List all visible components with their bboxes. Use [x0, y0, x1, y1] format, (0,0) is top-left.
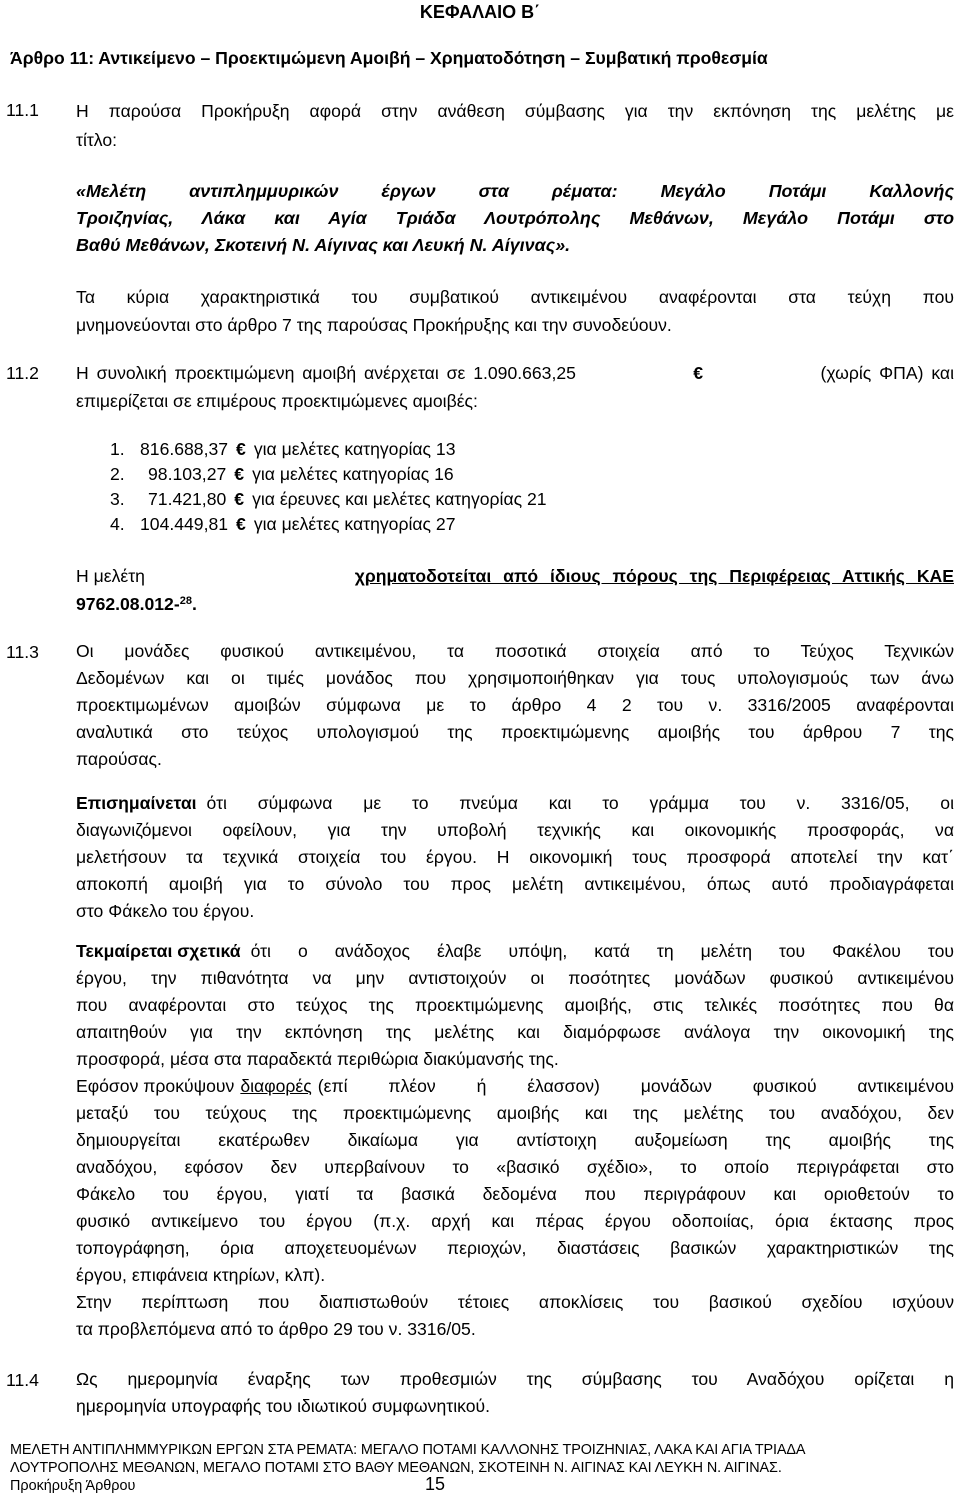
fee-item-number: 4. — [110, 514, 125, 534]
paragraph-text: ότι σύμφωνα με το πνεύμα και το γράμμα του ν. 3316/05, οι — [206, 793, 954, 813]
fee-item-number: 2. — [110, 464, 125, 484]
paragraph-line — [76, 1073, 954, 1100]
paragraph-line: στο Φάκελο του έργου. — [76, 901, 255, 921]
fee-description: για μελέτες κατηγορίας 27 — [253, 514, 456, 534]
paragraph-text: ότι ο ανάδοχος έλαβε υπόψη, κατά τη μελέτη του Φακέλου του — [250, 941, 954, 961]
total-fee-paragraph — [76, 360, 954, 415]
funding-end: . — [191, 593, 197, 614]
section-11-3-p1 — [76, 638, 954, 773]
intro-line: Η παρούσα Προκήρυξη αφορά στην ανάθεση σύμβασης για την εκπόνηση της μελέτης με — [76, 101, 954, 121]
underlined-word: διαφορές — [240, 1076, 312, 1096]
section-number-11-1: 11.1 — [6, 100, 39, 120]
paragraph-line: ημερομηνία υπογραφής του ιδιωτικού συμφωνητικού. — [76, 1396, 490, 1416]
funding-source: χρηματοδοτείται από ίδιους πόρους της Περιφέρειας Αττικής ΚΑΕ — [354, 566, 954, 586]
euro-symbol: € — [693, 363, 704, 383]
footnote-ref: 28 — [179, 594, 192, 607]
paragraph-line: Φάκελο του έργου, γιατί τα βασικά δεδομένα που περιγράφουν και οριοθετούν το — [76, 1184, 954, 1204]
section-11-3-p2 — [76, 790, 954, 925]
vat-note: (χωρίς ΦΠΑ) και — [820, 363, 954, 383]
paragraph-line: δημιουργείται εκατέρωθεν δικαίωμα για αντίστοιχη αυξομείωση της αμοιβής της — [76, 1130, 954, 1150]
paragraph-line: Οι μονάδες φυσικού αντικειμένου, τα ποσοτικά στοιχεία από το Τεύχος Τεχνικών — [76, 641, 954, 661]
euro-symbol: € — [236, 439, 246, 459]
page-number: 15 — [425, 1474, 446, 1494]
paragraph-line: Δεδομένων και οι τιμές μονάδος που χρησιμοποιήθηκαν για τους υπολογισμούς των άνω — [76, 668, 954, 688]
euro-symbol: € — [236, 514, 246, 534]
fee-amount: 816.688,37 — [140, 439, 229, 459]
footer-doc-label: Προκήρυξη Άρθρου — [10, 1478, 136, 1494]
fee-amount: 104.449,81 — [140, 514, 229, 534]
footer-line: ΛΟΥΤΡΟΠΟΛΗΣ ΜΕΘΑΝΩΝ, ΜΕΓΑΛΟ ΠΟΤΑΜΙ ΣΤΟ ΒΑΘΥ ΜΕΘΑΝΩΝ, ΣΚΟΤΕΙΝΗ Ν. ΑΙΓΙΝΑΣ ΚΑΙ ΛΕΥΚΗ Ν. ΑΙΓΙΝΑΣ. — [10, 1460, 782, 1476]
total-fee-line — [76, 360, 954, 388]
paragraph-line: μεταξύ του τεύχους της προεκτιμώμενης αμοιβής και της μελέτης του αναδόχου, δεν — [76, 1103, 954, 1123]
funding-paragraph — [76, 563, 954, 618]
paragraph-line: αναλυτικά στο τεύχος υπολογισμού της προεκτιμώμενης αμοιβής του άρθρου 7 της — [76, 722, 954, 742]
emphasis-word: Επισημαίνεται — [76, 793, 197, 813]
paragraph-line: που αναφέρονται στο τεύχος της προεκτιμώμενης αμοιβής, στις τελικές ποσότητες που θα — [76, 995, 954, 1015]
paragraph-line: διαγωνιζόμενοι οφείλουν, για την υποβολή τεχνικής και οικονομικής προσφοράς, να — [76, 820, 954, 840]
paragraph-line: τα προβλεπόμενα από το άρθρο 29 του ν. 3316/05. — [76, 1319, 476, 1339]
footer-page-line — [10, 1474, 950, 1497]
article-title: Άρθρο 11: Αντικείμενο – Προεκτιμώμενη Αμοιβή – Χρηματοδότηση – Συμβατική προθεσμία — [10, 48, 768, 68]
euro-symbol: € — [234, 489, 245, 509]
paragraph-line: αναδόχου, εφόσον δεν υπερβαίνουν το «βασικό σχέδιο», το οποίο περιγράφεται στο — [76, 1157, 954, 1177]
euro-symbol: € — [234, 464, 245, 484]
paragraph-line: Στην περίπτωση που διαπιστωθούν τέτοιες αποκλίσεις του βασικού σχεδίου ισχύουν — [76, 1292, 954, 1312]
emphasis-phrase: Τεκμαίρεται σχετικά — [76, 941, 241, 961]
section-number-11-3: 11.3 — [6, 642, 39, 662]
paragraph-line: φυσικό αντικείμενο του έργου (π.χ. αρχή και πέρας έργου οδοποιίας, όρια έκτασης προς — [76, 1211, 954, 1231]
fee-description: για μελέτες κατηγορίας 13 — [253, 439, 456, 459]
page-footer — [10, 1441, 950, 1497]
paragraph-line: προσφορά, μέσα στα παραδεκτά περιθώρια διακύμανσής της. — [76, 1049, 559, 1069]
paragraph-line: αποκοπή αμοιβή για το σύνολο του προς μελέτη αντικειμένου, όπως αυτό προδιαγράφεται — [76, 874, 954, 894]
paragraph-line: προεκτιμωμένων αμοιβών σύμφωνα με το άρθρο 4 2 του ν. 3316/2005 αναφέρονται — [76, 695, 954, 715]
section-number-11-2: 11.2 — [6, 363, 39, 383]
total-fee-text: Η συνολική προεκτιμώμενη αμοιβή ανέρχεται σε 1.090.663,25 — [76, 363, 576, 383]
study-title-line: Βαθύ Μεθάνων, Σκοτεινή Ν. Αίγινας και Λευκή Ν. Αίγινας». — [76, 235, 571, 255]
section-number-11-4: 11.4 — [6, 1370, 39, 1390]
fee-item-number: 3. — [110, 489, 125, 509]
chapter-title: ΚΕΦΑΛΑΙΟ Β΄ — [419, 2, 541, 22]
fee-item — [110, 487, 547, 512]
funding-intro: Η μελέτη — [76, 566, 145, 586]
paragraph-line: επιμερίζεται σε επιμέρους προεκτιμώμενες αμοιβές: — [76, 390, 478, 411]
section-11-3-p5 — [76, 1289, 954, 1343]
paragraph-line: απαιτηθούν για την εκπόνηση της μελέτης και διαμόρφωσε ανάλογα την οικονομική της — [76, 1022, 954, 1042]
paragraph-line: Ως ημερομηνία έναρξης των προθεσμιών της σύμβασης του Αναδόχου ορίζεται η — [76, 1369, 954, 1389]
fee-amount: 71.421,80 — [148, 489, 227, 509]
funding-code: 9762.08.012- — [76, 593, 180, 614]
paragraph-line — [76, 790, 954, 817]
features-paragraph — [76, 284, 954, 339]
paragraph-line: μνημονεύονται στο άρθρο 7 της παρούσας Προκήρυξης και την συνοδεύουν. — [76, 314, 672, 335]
fee-list — [110, 437, 547, 537]
funding-code-line — [76, 591, 954, 619]
fee-description: για μελέτες κατηγορίας 16 — [252, 464, 454, 484]
paragraph-line: έργου, επιφάνεια κτηρίων, κλπ). — [76, 1265, 326, 1285]
intro-line-2: τίτλο: — [76, 130, 118, 150]
fee-item — [110, 437, 547, 462]
paragraph-line: έργου, την πιθανότητα να μην αντιστοιχούν οι ποσότητες μονάδων φυσικού αντικειμένου — [76, 968, 954, 988]
funding-line — [76, 563, 954, 591]
fee-amount: 98.103,27 — [148, 464, 227, 484]
paragraph-text: Εφόσον προκύψουν — [76, 1076, 235, 1096]
fee-item-number: 1. — [110, 439, 125, 459]
paragraph-text: (επί πλέον ή έλασσον) μονάδων φυσικού αντικειμένου — [317, 1076, 954, 1096]
study-title — [76, 178, 954, 259]
paragraph-line: τοπογράφηση, όρια αποχετευομένων περιοχών, διαστάσεις βασικών χαρακτηριστικών της — [76, 1238, 954, 1258]
study-title-line: «Μελέτη αντιπλημμυρικών έργων στα ρέματα: Μεγάλο Ποτάμι Καλλονής — [76, 181, 954, 201]
fee-item — [110, 462, 547, 487]
paragraph-line — [76, 938, 954, 965]
study-title-line: Τροιζηνίας, Λάκα και Αγία Τριάδα Λουτρόπολης Μεθάνων, Μεγάλο Ποτάμι στο — [76, 208, 954, 228]
paragraph-line: παρούσας. — [76, 749, 162, 769]
fee-item — [110, 512, 547, 537]
paragraph-line: Τα κύρια χαρακτηριστικά του συμβατικού αντικειμένου αναφέρονται στα τεύχη που — [76, 287, 954, 307]
paragraph-line: μελετήσουν τα τεχνικά στοιχεία του έργου. Η οικονομική τους προσφορά αποτελεί την κατ΄ — [76, 847, 954, 867]
footer-line: ΜΕΛΕΤΗ ΑΝΤΙΠΛΗΜΜΥΡΙΚΩΝ ΕΡΓΩΝ ΣΤΑ ΡΕΜΑΤΑ: ΜΕΓΑΛΟ ΠΟΤΑΜΙ ΚΑΛΛΟΝΗΣ ΤΡΟΙΖΗΝΙΑΣ, ΛΑΚΑ ΚΑΙ ΑΓΙΑ ΤΡΙΑΔΑ — [10, 1442, 806, 1458]
section-11-3-p4 — [76, 1073, 954, 1289]
section-11-3-p3 — [76, 938, 954, 1073]
section-11-4 — [76, 1366, 954, 1420]
section-11-1-intro — [76, 98, 954, 126]
fee-description: για έρευνες και μελέτες κατηγορίας 21 — [252, 489, 547, 509]
